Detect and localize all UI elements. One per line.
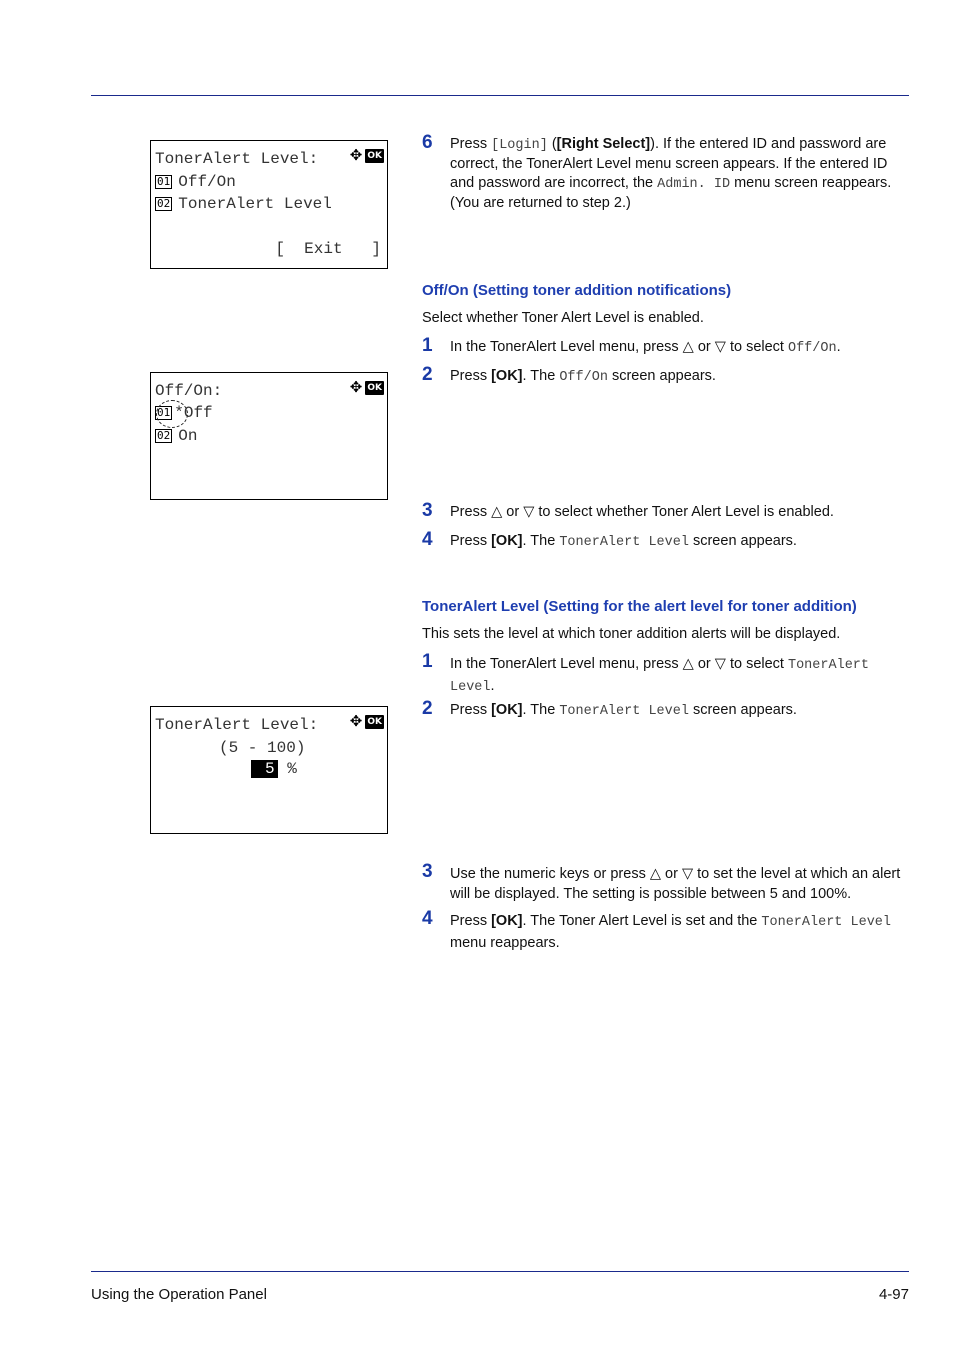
- lcd-screen-off-on: [150, 372, 388, 500]
- four-way-arrow-icon: ✥: [349, 378, 363, 396]
- lcd-screen-toneralert-menu: [150, 140, 388, 269]
- lcd-exit-softkey: [ Exit ]: [275, 240, 381, 258]
- step-number: 2: [422, 364, 433, 385]
- ok-key-icon: OK: [367, 716, 382, 727]
- step-text: In the TonerAlert Level menu, press △ or ▽ to select Off/On.: [450, 339, 841, 356]
- footer-title: Using the Operation Panel: [91, 1286, 267, 1303]
- lcd-menu-item: [155, 195, 332, 213]
- step-text: Use the numeric keys or press △ or ▽ to set the level at which an alert will be displayed. The setting is possible between 5 and 100%.: [450, 866, 901, 902]
- lcd-title: Off/On:: [155, 382, 223, 400]
- lcd-menu-item: [155, 427, 197, 445]
- step-number: 4: [422, 529, 433, 550]
- step-text: Press [OK]. The TonerAlert Level screen appears.: [450, 533, 797, 550]
- section-intro: Select whether Toner Alert Level is enabled.: [422, 310, 704, 326]
- login-key: [Login]: [491, 138, 548, 153]
- item-number-icon: 01: [157, 406, 171, 419]
- section-heading-toneralert-level: TonerAlert Level (Setting for the alert level for toner addition): [422, 598, 857, 615]
- lcd-item-label: Off/On: [178, 173, 236, 191]
- lcd-item-label: *Off: [174, 404, 213, 422]
- step-text: Press [Login] ([Right Select]). If the entered ID and password are correct, the TonerAlert Level menu screen appears. If the entered ID and password are incorrect, the Admin. ID menu screen reappears. (You are returned to step 2.): [450, 136, 892, 211]
- lcd-item-label: TonerAlert Level: [178, 195, 332, 213]
- ok-key-icon: OK: [367, 382, 382, 393]
- lcd-nav-icons: [350, 380, 384, 395]
- step-number: 1: [422, 651, 433, 672]
- ok-key-icon: OK: [367, 150, 382, 161]
- four-way-arrow-icon: ✥: [349, 146, 363, 164]
- step-text: Press △ or ▽ to select whether Toner Alert Level is enabled.: [450, 504, 834, 520]
- lcd-menu-item: [155, 173, 236, 191]
- step-number: 2: [422, 698, 433, 719]
- four-way-arrow-icon: ✥: [349, 712, 363, 730]
- level-value: 5: [251, 760, 278, 778]
- selection-highlight-icon: [156, 400, 188, 428]
- lcd-screen-toneralert-level: [150, 706, 388, 834]
- lcd-value-row: [251, 760, 297, 778]
- step-number: 6: [422, 132, 433, 153]
- section-heading-off-on: Off/On (Setting toner addition notifications): [422, 282, 732, 299]
- section-intro: This sets the level at which toner addition alerts will be displayed.: [422, 626, 841, 642]
- lcd-range: (5 - 100): [219, 739, 306, 757]
- item-number-icon: 02: [157, 197, 171, 210]
- step-number: 4: [422, 908, 433, 929]
- lcd-nav-icons: [350, 148, 384, 163]
- step-text: Press [OK]. The TonerAlert Level screen appears.: [450, 702, 797, 719]
- lcd-title: TonerAlert Level:: [155, 716, 319, 734]
- selected-option: [174, 404, 212, 422]
- step-text: In the TonerAlert Level menu, press △ or ▽ to select TonerAlert Level.: [450, 656, 869, 695]
- step-text: Press [OK]. The Off/On screen appears.: [450, 368, 716, 385]
- step-text: Press [OK]. The Toner Alert Level is set and the TonerAlert Level menu reappears.: [450, 913, 892, 951]
- lcd-menu-item: [155, 404, 213, 422]
- header-rule: [91, 95, 909, 96]
- lcd-item-label: On: [178, 427, 198, 445]
- item-number-icon: 01: [157, 175, 171, 188]
- step-number: 3: [422, 861, 433, 882]
- level-unit: %: [287, 760, 297, 778]
- lcd-nav-icons: [350, 714, 384, 729]
- step-number: 3: [422, 500, 433, 521]
- admin-id-ref: Admin. ID: [657, 177, 731, 192]
- lcd-title: TonerAlert Level:: [155, 150, 319, 168]
- step-number: 1: [422, 335, 433, 356]
- item-number-icon: 02: [157, 429, 171, 442]
- page-number: 4-97: [878, 1286, 909, 1303]
- footer-rule: [91, 1271, 909, 1272]
- right-select-key: [Right Select]: [556, 136, 651, 152]
